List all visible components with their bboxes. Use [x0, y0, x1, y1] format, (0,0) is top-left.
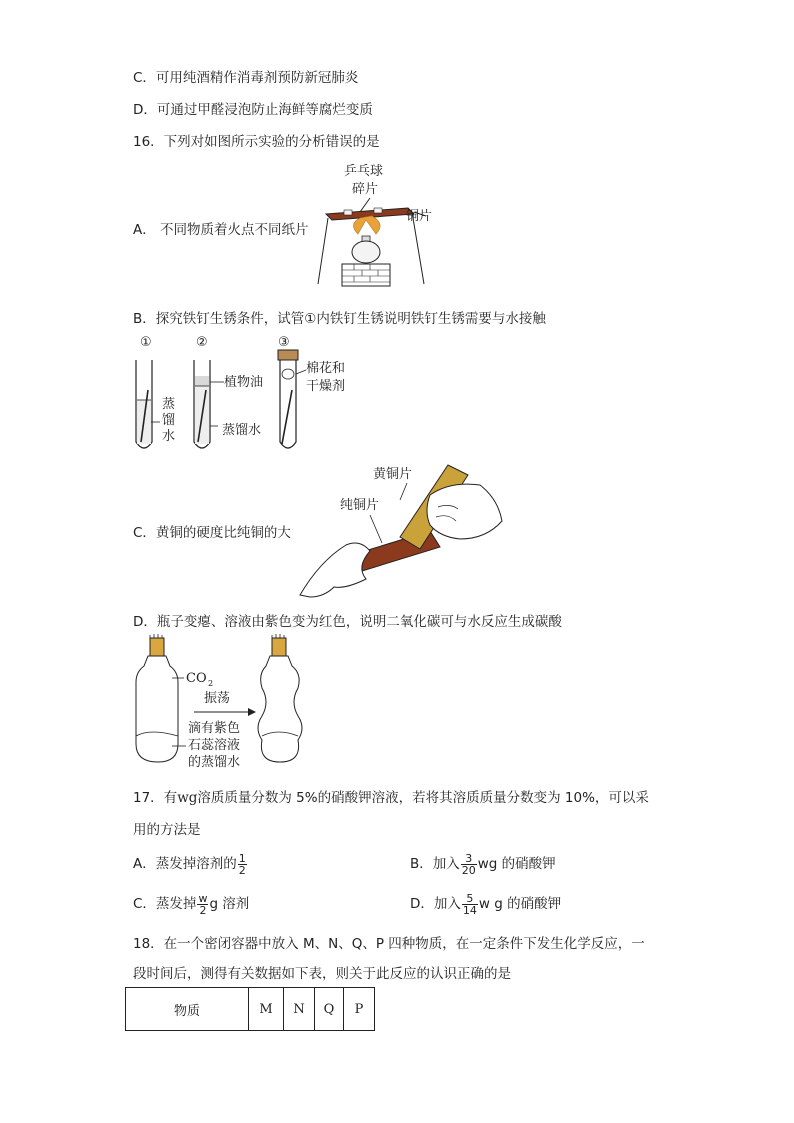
- tube-2-label: ②: [196, 335, 208, 350]
- question-18-stem-line1: 18．在一个密闭容器中放入 M、N、Q、P 四种物质，在一定条件下发生化学反应，一: [133, 936, 645, 952]
- data-table: [125, 987, 375, 1031]
- svg-text:2: 2: [208, 679, 214, 688]
- tube-1-label: ①: [140, 335, 152, 350]
- tube-3-label: ③: [278, 335, 290, 350]
- svg-text:植物油: 植物油: [224, 375, 264, 390]
- bottle-2: [258, 656, 302, 762]
- table-header-row: [126, 988, 375, 1031]
- table-header-cell: Q: [315, 988, 344, 1031]
- svg-text:CO: CO: [186, 671, 207, 686]
- question-16-option-c: C．黄铜的硬度比纯铜的大: [133, 525, 291, 541]
- table-header-cell: M: [249, 988, 284, 1031]
- table-header-cell: P: [344, 988, 375, 1031]
- figure-rust-experiment: [130, 330, 370, 460]
- svg-text:棉花和: 棉花和: [306, 361, 346, 376]
- svg-text:馏: 馏: [162, 413, 176, 428]
- svg-text:滴有紫色: 滴有紫色: [188, 721, 241, 736]
- option-c-previous: C．可用纯酒精作消毒剂预防新冠肺炎: [133, 70, 359, 86]
- question-17-stem-line1: 17．有wg溶质质量分数为 5%的硝酸钾溶液，若将其溶质质量分数变为 10%，可以采: [133, 790, 649, 806]
- left-hand: [300, 543, 370, 597]
- question-17-stem-line2: 用的方法是: [133, 822, 201, 838]
- bottle-1: [136, 656, 178, 762]
- svg-text:的蒸馏水: 的蒸馏水: [188, 755, 241, 770]
- figure-scratch-test: [290, 455, 515, 600]
- flame: [353, 216, 380, 234]
- label-copper: 铜片: [406, 209, 433, 224]
- figure-ignition-experiment: [310, 158, 460, 292]
- svg-text:干燥剂: 干燥剂: [306, 379, 346, 394]
- label-fragment: 碎片: [352, 182, 379, 197]
- question-16-stem: 16．下列对如图所示实验的分析错误的是: [133, 134, 380, 150]
- table-header-cell: 物质: [126, 988, 249, 1031]
- svg-text:振荡: 振荡: [204, 691, 231, 706]
- option-d-previous: D．可通过甲醛浸泡防止海鲜等腐烂变质: [133, 102, 373, 118]
- svg-text:蒸: 蒸: [162, 397, 176, 412]
- question-16-option-b: B．探究铁钉生锈条件，试管①内铁钉生锈说明铁钉生锈需要与水接触: [133, 311, 546, 327]
- svg-text:石蕊溶液: 石蕊溶液: [188, 738, 241, 753]
- alcohol-lamp: [352, 241, 380, 263]
- label-brass: 黄铜片: [373, 467, 413, 482]
- svg-text:蒸馏水: 蒸馏水: [222, 423, 262, 438]
- figure-co2-bottle: [130, 632, 330, 770]
- svg-text:水: 水: [162, 429, 176, 444]
- question-16-option-a: A． 不同物质着火点不同纸片: [133, 222, 309, 238]
- table-header-cell: N: [284, 988, 315, 1031]
- question-17-option-c: C．蒸发掉 $\frac{w}{2}$ g 溶剂: [133, 891, 250, 917]
- question-17-option-d: D．加入 $\frac{5}{14}$ w g 的硝酸钾: [410, 891, 562, 917]
- right-hand: [427, 484, 502, 539]
- label-ping-pong: 乒乓球: [344, 164, 384, 179]
- label-pure-copper: 纯铜片: [340, 498, 380, 513]
- question-17-option-b: B．加入 $\frac{3}{20}$ wg 的硝酸钾: [410, 851, 556, 877]
- question-17-option-a: A．蒸发掉溶剂的 $\frac{1}{2}$: [133, 851, 246, 877]
- question-16-option-d: D．瓶子变瘪、溶液由紫色变为红色，说明二氧化碳可与水反应生成碳酸: [133, 614, 562, 630]
- question-18-stem-line2: 段时间后，测得有关数据如下表，则关于此反应的认识正确的是: [133, 966, 511, 982]
